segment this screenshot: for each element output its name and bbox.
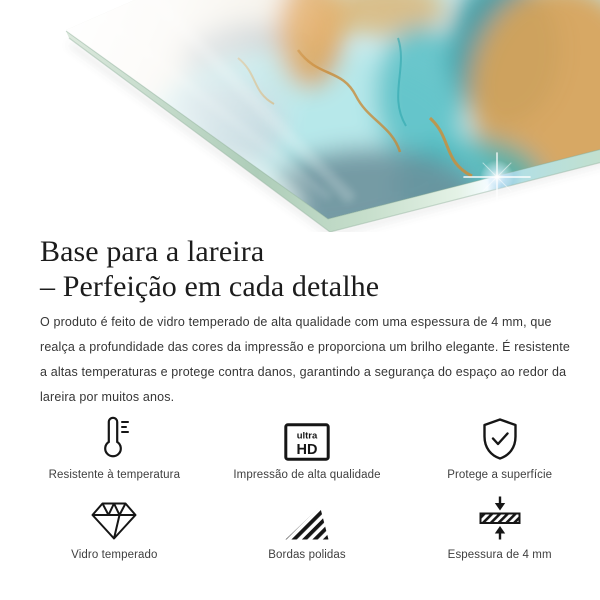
page-title-line1: Base para a lareira (40, 235, 265, 268)
feature-thickness (403, 495, 596, 561)
polished-edges-icon (284, 495, 330, 541)
ultra-hd-icon (284, 415, 330, 461)
svg-text:HD: HD (296, 442, 318, 458)
feature-label: Espessura de 4 mm (447, 549, 552, 561)
feature-surface-protection (403, 415, 596, 481)
glass-panel-image (0, 0, 600, 232)
page-title-line2: – Perfeição em cada detalhe (40, 270, 380, 303)
feature-label: Protege a superfície (447, 469, 553, 481)
product-description-section (0, 234, 600, 561)
product-description: O produto é feito de vidro temperado de alta qualidade com uma espessura de 4 mm, que realça a profundidade das cores da impressão e proporciona um brilho elegante. É resistente a altas temperaturas e protege contra danos, garantindo a segurança do espaço ao redor da lareira por muitos anos. (40, 315, 570, 404)
feature-label: Impressão de alta qualidade (233, 469, 381, 481)
svg-text:ultra: ultra (296, 430, 318, 442)
glass-panel-print (0, 0, 600, 232)
thermometer-icon (97, 415, 131, 461)
shield-check-icon (480, 415, 520, 461)
page-title (40, 234, 574, 304)
feature-label: Resistente à temperatura (48, 469, 181, 481)
diamond-icon (90, 495, 138, 541)
feature-label: Bordas polidas (268, 549, 346, 561)
feature-grid (18, 415, 596, 561)
compressed-thickness-icon (478, 495, 522, 541)
product-photo (0, 0, 600, 232)
feature-polished-edges (211, 495, 404, 561)
feature-print-quality (211, 415, 404, 481)
feature-temperature (18, 415, 211, 481)
feature-tempered-glass (18, 495, 211, 561)
feature-label: Vidro temperado (71, 549, 158, 561)
